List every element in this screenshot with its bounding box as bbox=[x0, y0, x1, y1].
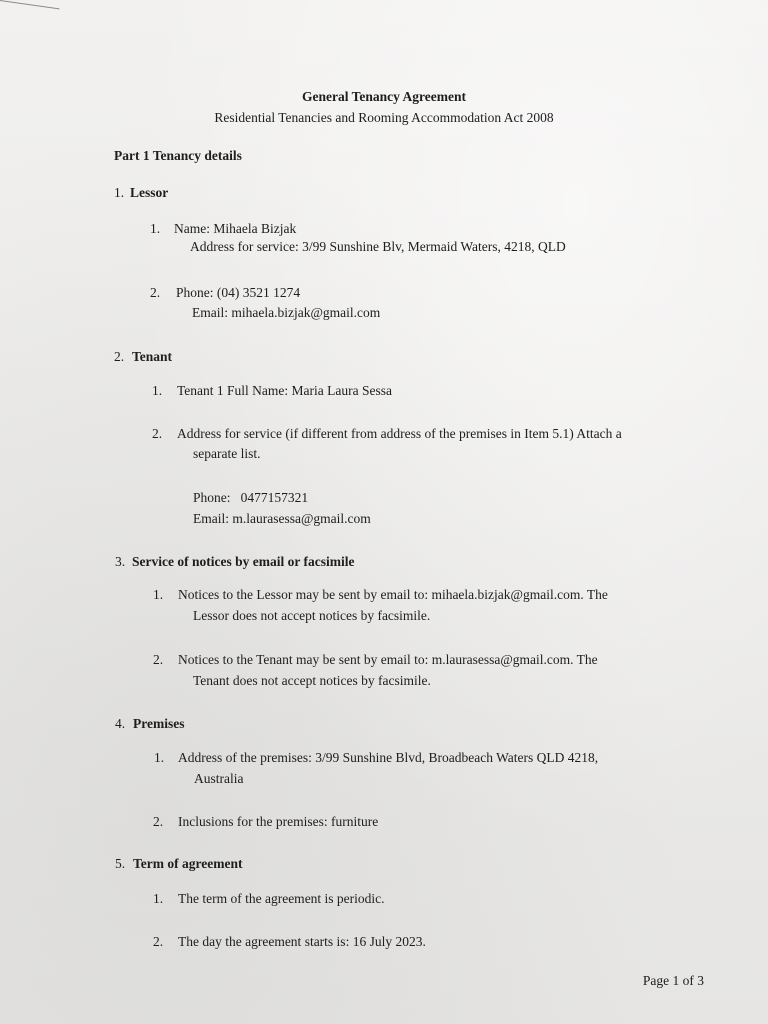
lessor-phone: Phone: (04) 3521 1274 bbox=[176, 285, 301, 300]
notices-item1-line2: Lessor does not accept notices by facsimile. bbox=[193, 608, 431, 623]
term-item2-number: 2. bbox=[153, 934, 164, 949]
lessor-section-heading: Lessor bbox=[130, 185, 169, 200]
tenant-address-line1: Address for service (if different from address of the premises in Item 5.1) Attach a bbox=[177, 426, 622, 441]
premises-section-number: 4. bbox=[115, 716, 126, 731]
tenant-item1-number: 1. bbox=[152, 383, 163, 398]
term-item2: The day the agreement starts is: 16 July 2023. bbox=[178, 934, 426, 949]
premises-item2-number: 2. bbox=[153, 814, 164, 829]
tenant-item2-number: 2. bbox=[152, 426, 163, 441]
tenant-name: Tenant 1 Full Name: Maria Laura Sessa bbox=[177, 383, 392, 398]
term-section-heading: Term of agreement bbox=[133, 856, 243, 871]
term-item1: The term of the agreement is periodic. bbox=[178, 891, 385, 906]
lessor-email: Email: mihaela.bizjak@gmail.com bbox=[192, 305, 381, 320]
lessor-name: Name: Mihaela Bizjak bbox=[174, 221, 297, 236]
premises-item2: Inclusions for the premises: furniture bbox=[178, 814, 379, 829]
premises-item1-number: 1. bbox=[154, 750, 165, 765]
tenant-section-number: 2. bbox=[114, 349, 125, 364]
document-title: General Tenancy Agreement bbox=[302, 89, 466, 104]
notices-section-number: 3. bbox=[115, 554, 126, 569]
premises-item1-line2: Australia bbox=[194, 771, 244, 786]
tenant-section-heading: Tenant bbox=[132, 349, 173, 364]
notices-item2-number: 2. bbox=[153, 652, 164, 667]
premises-item1-line1: Address of the premises: 3/99 Sunshine Blvd, Broadbeach Waters QLD 4218, bbox=[178, 750, 599, 765]
notices-item2-line2: Tenant does not accept notices by facsimile. bbox=[193, 673, 431, 688]
lessor-section-number: 1. bbox=[114, 185, 125, 200]
lessor-item1-number: 1. bbox=[150, 221, 161, 236]
tenant-address-line2: separate list. bbox=[193, 446, 261, 461]
notices-item1-line1: Notices to the Lessor may be sent by email to: mihaela.bizjak@gmail.com. The bbox=[178, 587, 608, 602]
term-item1-number: 1. bbox=[153, 891, 164, 906]
document-subtitle: Residential Tenancies and Rooming Accommodation Act 2008 bbox=[214, 110, 554, 125]
page-number: Page 1 of 3 bbox=[642, 973, 704, 988]
lessor-address: Address for service: 3/99 Sunshine Blv, Mermaid Waters, 4218, QLD bbox=[190, 239, 566, 254]
notices-item2-line1: Notices to the Tenant may be sent by email to: m.laurasessa@gmail.com. The bbox=[178, 652, 598, 667]
premises-section-heading: Premises bbox=[133, 716, 185, 731]
term-section-number: 5. bbox=[115, 856, 126, 871]
tenant-phone: Phone: 0477157321 bbox=[193, 490, 309, 505]
tenant-email: Email: m.laurasessa@gmail.com bbox=[193, 511, 371, 526]
part-heading: Part 1 Tenancy details bbox=[114, 148, 242, 163]
notices-item1-number: 1. bbox=[153, 587, 164, 602]
lessor-item2-number: 2. bbox=[150, 285, 161, 300]
paper-fold-mark bbox=[0, 0, 59, 49]
notices-section-heading: Service of notices by email or facsimile bbox=[132, 554, 355, 569]
